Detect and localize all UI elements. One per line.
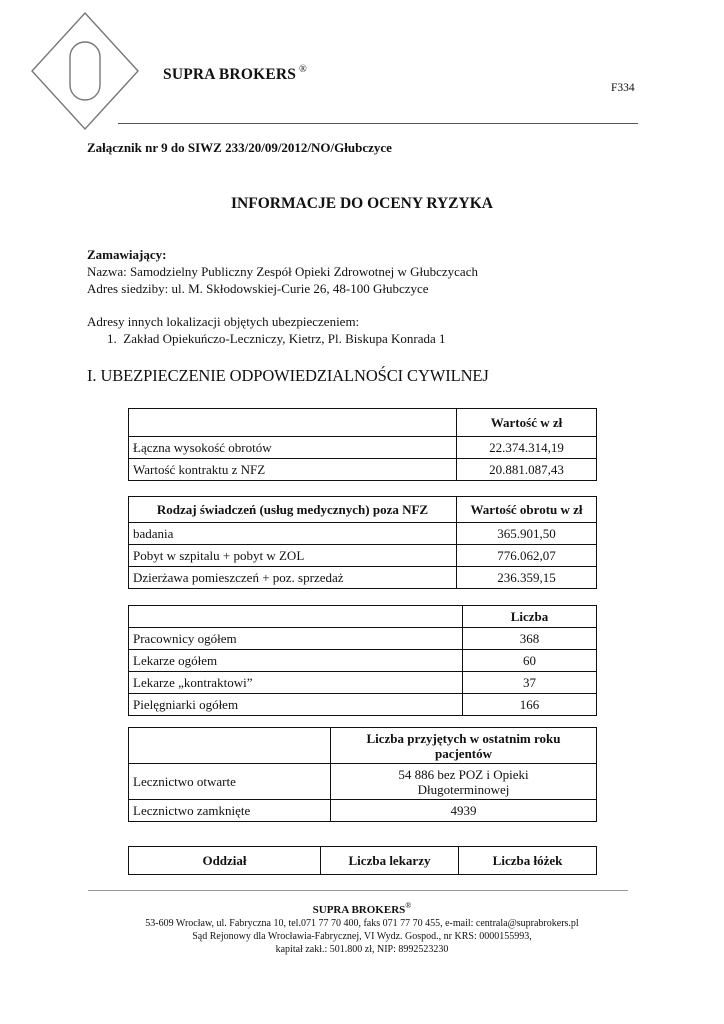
services-header-value: Wartość obrotu w zł bbox=[457, 497, 597, 523]
row-label: Dzierżawa pomieszczeń + poz. sprzedaż bbox=[129, 567, 457, 589]
table-header-row bbox=[129, 409, 597, 437]
empty-header-cell bbox=[129, 728, 331, 764]
beds-count-column-header: Liczba łóżek bbox=[459, 847, 597, 875]
table-header-row bbox=[129, 847, 597, 875]
row-label: Pracownicy ogółem bbox=[129, 628, 463, 650]
ward-column-header: Oddział bbox=[129, 847, 321, 875]
row-label: Wartość kontraktu z NFZ bbox=[129, 459, 457, 481]
row-value: 368 bbox=[463, 628, 597, 650]
row-value: 37 bbox=[463, 672, 597, 694]
row-label: Lecznictwo zamknięte bbox=[129, 800, 331, 822]
row-label: Pobyt w szpitalu + pobyt w ZOL bbox=[129, 545, 457, 567]
doctors-count-column-header: Liczba lekarzy bbox=[321, 847, 459, 875]
header-rule bbox=[118, 123, 638, 124]
patients-table bbox=[128, 727, 597, 822]
empty-header-cell bbox=[129, 606, 463, 628]
table-row bbox=[129, 567, 597, 589]
empty-header-cell bbox=[129, 409, 457, 437]
services-header-label: Rodzaj świadczeń (usług medycznych) poza NFZ bbox=[129, 497, 457, 523]
row-label: Lekarze „kontraktowi” bbox=[129, 672, 463, 694]
staff-header-value: Liczba bbox=[463, 606, 597, 628]
table-row bbox=[129, 672, 597, 694]
client-heading: Zamawiający: bbox=[87, 247, 167, 262]
row-value: 22.374.314,19 bbox=[457, 437, 597, 459]
wards-table bbox=[128, 846, 597, 875]
client-block bbox=[87, 246, 478, 297]
annex-reference: Załącznik nr 9 do SIWZ 233/20/09/2012/NO/Głubczyce bbox=[87, 140, 392, 155]
client-address: Adres siedziby: ul. M. Skłodowskiej-Curie 26, 48-100 Głubczyce bbox=[87, 281, 429, 296]
table-header-row bbox=[129, 728, 597, 764]
table-row bbox=[129, 650, 597, 672]
section-title-liability: I. UBEZPIECZENIE ODPOWIEDZIALNOŚCI CYWILNEJ bbox=[87, 366, 489, 385]
table-row bbox=[129, 694, 597, 716]
table-row bbox=[129, 628, 597, 650]
row-value: 60 bbox=[463, 650, 597, 672]
locations-block bbox=[87, 313, 445, 347]
row-value: 776.062,07 bbox=[457, 545, 597, 567]
row-value: 236.359,15 bbox=[457, 567, 597, 589]
registered-mark: ® bbox=[299, 64, 307, 75]
row-label: Lecznictwo otwarte bbox=[129, 764, 331, 800]
client-name: Nazwa: Samodzielny Publiczny Zespół Opieki Zdrowotnej w Głubczycach bbox=[87, 264, 478, 279]
footer-rule bbox=[88, 890, 628, 891]
table-row bbox=[129, 800, 597, 822]
row-value: 4939 bbox=[331, 800, 597, 822]
document-title: INFORMACJE DO OCENY RYZYKA bbox=[231, 195, 493, 212]
footer-address-line: 53-609 Wrocław, ul. Fabryczna 10, tel.071 77 70 400, faks 071 77 70 455, e-mail: centrala@suprabrokers.pl bbox=[145, 918, 579, 929]
table-header-row bbox=[129, 606, 597, 628]
row-value: 20.881.087,43 bbox=[457, 459, 597, 481]
footer-capital-line: kapitał zakł.: 501.800 zł, NIP: 8992523230 bbox=[275, 944, 449, 955]
table-header-row bbox=[129, 497, 597, 523]
row-label: badania bbox=[129, 523, 457, 545]
services-table bbox=[128, 496, 597, 589]
row-value: 166 bbox=[463, 694, 597, 716]
footer-registered-mark: ® bbox=[405, 901, 412, 910]
staff-table bbox=[128, 605, 597, 716]
row-label: Pielęgniarki ogółem bbox=[129, 694, 463, 716]
table-row bbox=[129, 523, 597, 545]
value-header: Wartość w zł bbox=[457, 409, 597, 437]
location-item: 1. Zakład Opiekuńczo-Leczniczy, Kietrz, Pl. Biskupa Konrada 1 bbox=[107, 331, 446, 346]
company-name-header: SUPRA BROKERS ® bbox=[163, 64, 307, 83]
table-row bbox=[129, 764, 597, 800]
patients-header-value: Liczba przyjętych w ostatnim roku pacjentów bbox=[331, 728, 597, 764]
footer-registry-line: Sąd Rejonowy dla Wrocławia-Fabrycznej, VI Wydz. Gospod., nr KRS: 0000155993, bbox=[192, 931, 532, 942]
row-label: Lekarze ogółem bbox=[129, 650, 463, 672]
row-label: Łączna wysokość obrotów bbox=[129, 437, 457, 459]
footer-company-name: SUPRA BROKERS® bbox=[312, 901, 412, 916]
table-row bbox=[129, 459, 597, 481]
table-row bbox=[129, 437, 597, 459]
row-value: 365.901,50 bbox=[457, 523, 597, 545]
row-value: 54 886 bez POZ i Opieki Długoterminowej bbox=[331, 764, 597, 800]
form-code: F334 bbox=[611, 82, 635, 94]
supra-brokers-logo bbox=[28, 10, 142, 132]
locations-heading: Adresy innych lokalizacji objętych ubezpieczeniem: bbox=[87, 314, 360, 329]
table-row bbox=[129, 545, 597, 567]
turnover-table bbox=[128, 408, 597, 481]
